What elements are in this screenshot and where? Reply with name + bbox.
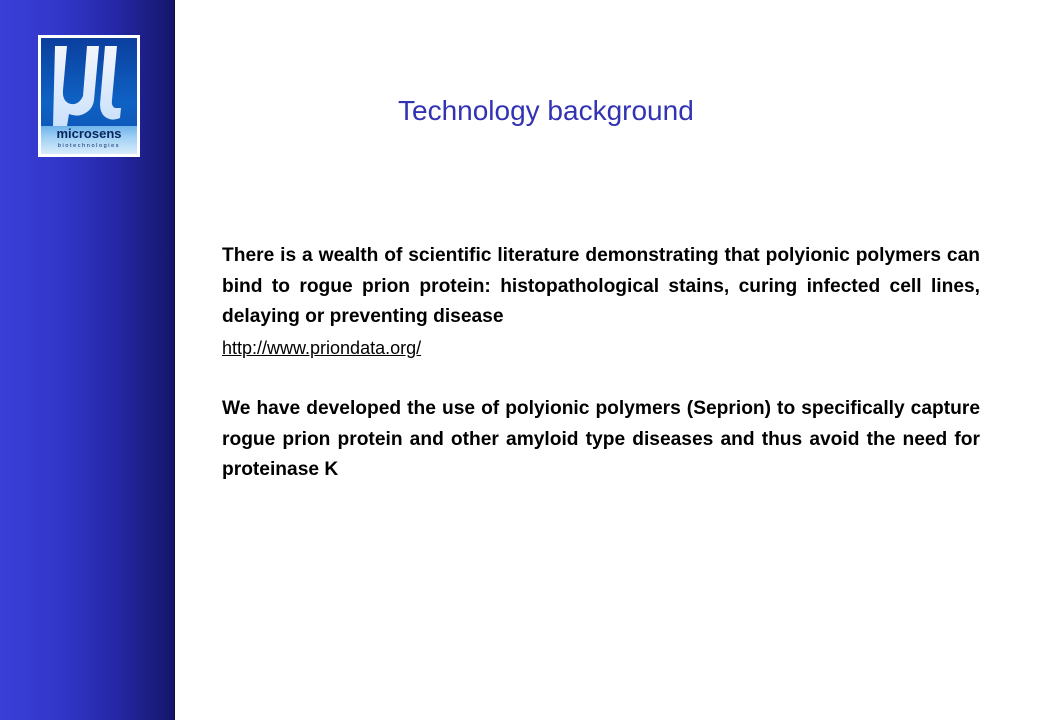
- logo-name: microsens: [56, 126, 122, 141]
- logo-emblem: [41, 38, 137, 154]
- priondata-link[interactable]: http://www.priondata.org/: [222, 337, 422, 358]
- sidebar: [0, 0, 175, 720]
- mu-symbol-icon: [41, 38, 137, 128]
- paragraph-spacer: [222, 364, 980, 394]
- body-paragraph-1: There is a wealth of scientific literature demonstrating that polyionic polymers can bind to rogue prion protein: histopathological stains, curing infected cell lines, delaying or preventing disease: [222, 245, 980, 327]
- slide-title: Technology background: [398, 95, 694, 126]
- body-paragraph-2: We have developed the use of polyionic polymers (Seprion) to specifically capture rogue prion protein and other amyloid type diseases and thus avoid the need for proteinase K: [222, 398, 980, 480]
- microsens-logo: [38, 35, 140, 157]
- logo-subtitle: biotechnologies: [57, 143, 121, 149]
- slide-body: [222, 241, 980, 486]
